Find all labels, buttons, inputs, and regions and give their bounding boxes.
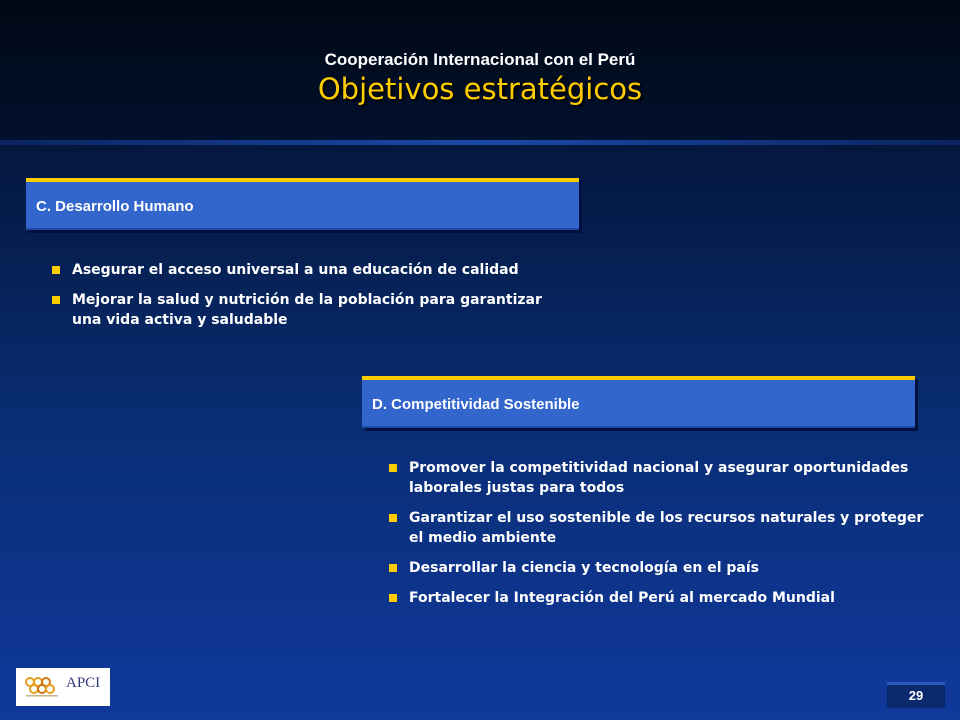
- slide-subtitle: Cooperación Internacional con el Perú: [324, 50, 636, 69]
- list-item: [52, 260, 572, 280]
- apci-logo-mark-icon: [24, 674, 62, 698]
- section-c-heading: C. Desarrollo Humano: [36, 198, 194, 215]
- list-item-text: Mejorar la salud y nutrición de la población para garantizar una vida activa y saludable: [72, 292, 542, 328]
- section-d-heading: D. Competitividad Sostenible: [372, 396, 580, 413]
- slide-title: Objetivos estratégicos: [317, 72, 643, 106]
- header-band: [0, 0, 960, 142]
- list-item-text: Fortalecer la Integración del Perú al mercado Mundial: [409, 590, 835, 606]
- apci-logo: [16, 668, 110, 706]
- page-number: 29: [908, 688, 924, 703]
- apci-logo-text: APCI: [66, 675, 101, 691]
- list-item: [52, 290, 572, 330]
- list-item: [389, 588, 929, 608]
- header-divider: [0, 140, 960, 145]
- list-item-text: Desarrollar la ciencia y tecnología en el país: [409, 560, 759, 576]
- bullet-square-icon: [389, 514, 397, 522]
- page-number-box: [887, 682, 945, 708]
- bullet-square-icon: [52, 266, 60, 274]
- section-d-list: [389, 458, 929, 618]
- section-c-list: [52, 260, 572, 340]
- list-item: [389, 458, 929, 498]
- list-item: [389, 508, 929, 548]
- bullet-square-icon: [389, 594, 397, 602]
- section-c-header: [26, 178, 579, 230]
- bullet-square-icon: [389, 564, 397, 572]
- list-item-text: Garantizar el uso sostenible de los recursos naturales y proteger el medio ambiente: [409, 510, 924, 546]
- bullet-square-icon: [52, 296, 60, 304]
- list-item-text: Asegurar el acceso universal a una educación de calidad: [72, 262, 519, 278]
- bullet-square-icon: [389, 464, 397, 472]
- list-item-text: Promover la competitividad nacional y asegurar oportunidades laborales justas para todos: [409, 460, 909, 496]
- section-d-header: [362, 376, 915, 428]
- list-item: [389, 558, 929, 578]
